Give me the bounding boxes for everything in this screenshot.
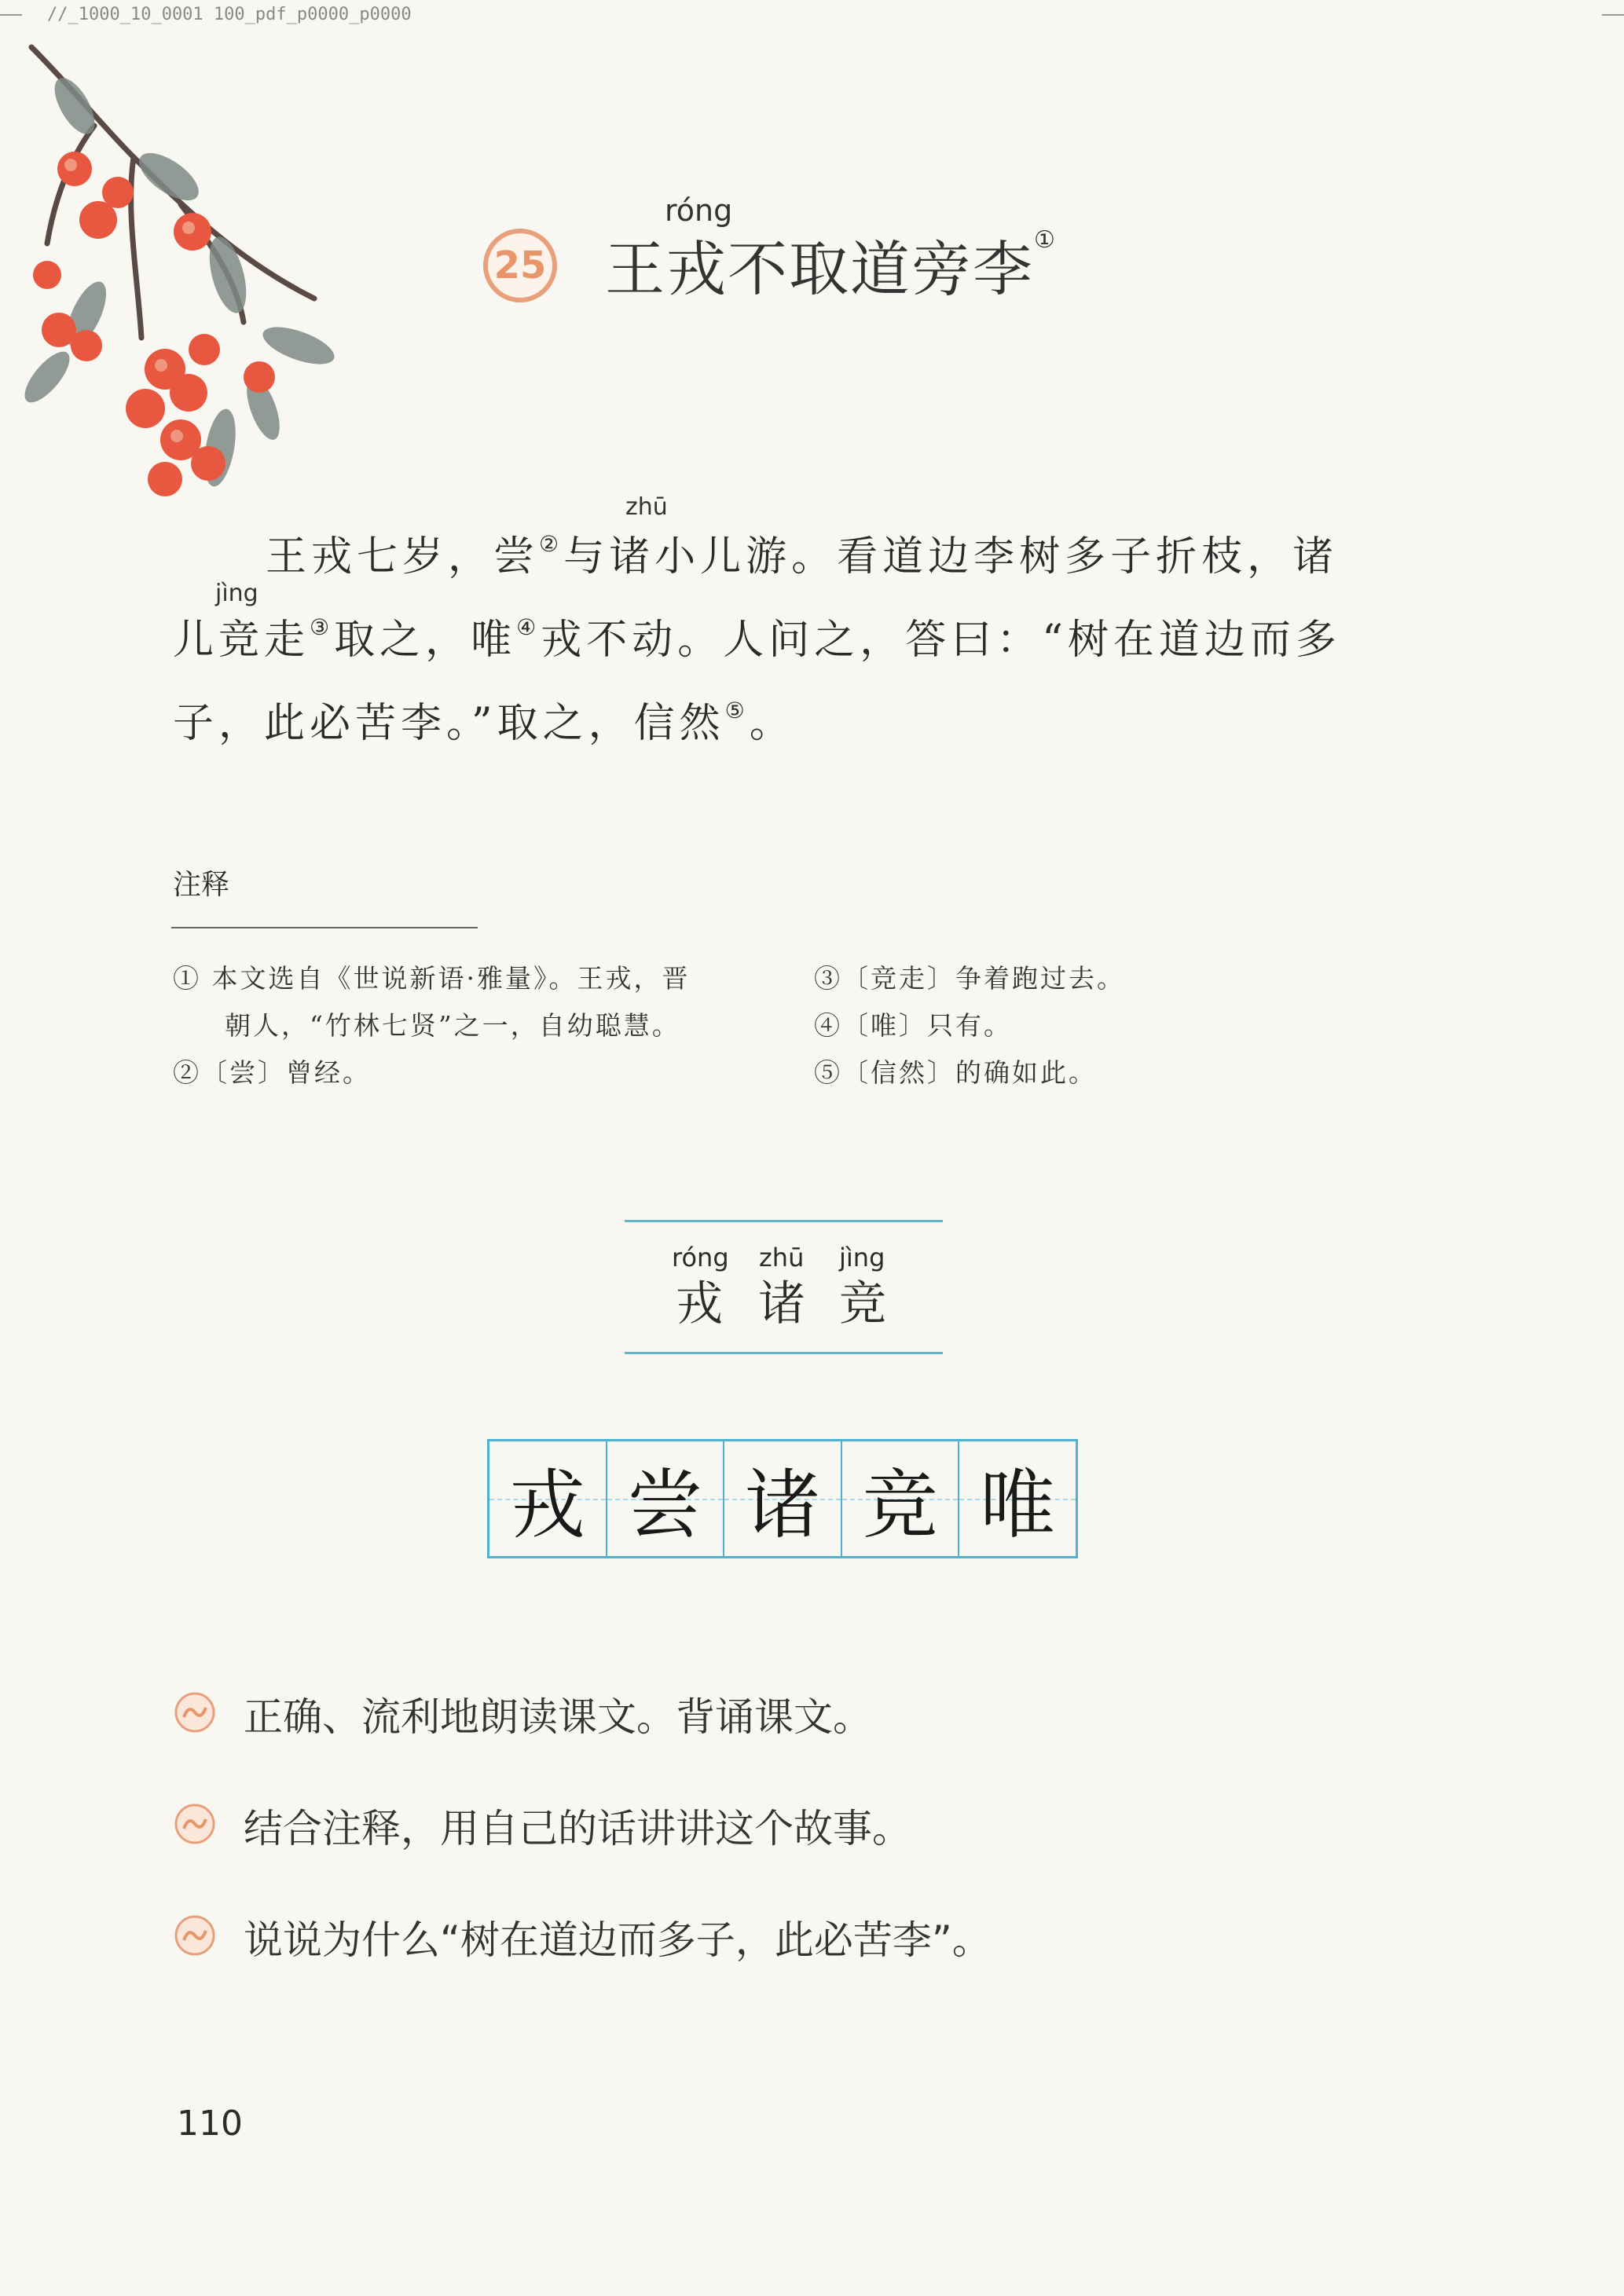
writing-cell bbox=[842, 1441, 960, 1556]
lesson-number-badge bbox=[481, 226, 559, 305]
writing-char: 诸 bbox=[744, 1460, 820, 1549]
vocab-char: 诸 bbox=[758, 1276, 805, 1331]
writing-char: 竞 bbox=[862, 1460, 938, 1549]
page-title bbox=[605, 222, 1057, 307]
exercise-bullet-icon bbox=[173, 1913, 217, 1957]
pinyin-zhu: zhū bbox=[625, 493, 668, 521]
writing-cell bbox=[607, 1441, 725, 1556]
title-pinyin: róng bbox=[665, 193, 733, 228]
passage-text: 戎不动。人问之，答曰：“树在道边而多 bbox=[541, 617, 1341, 664]
passage-text: 王戎七岁，尝 bbox=[266, 533, 540, 580]
passage-text: 取之，唯 bbox=[334, 617, 517, 664]
vocab-bottom-rule bbox=[625, 1352, 943, 1354]
note-right-1: ③〔竞走〕争着跑过去。 bbox=[814, 963, 1125, 994]
writing-cell bbox=[959, 1441, 1076, 1556]
passage-text: 与诸小儿游。看道边李树多子折枝，诸 bbox=[563, 533, 1339, 580]
exercise-3: 说说为什么“树在道边而多子，此必苦李”。 bbox=[244, 1917, 992, 1963]
note-left-2: 朝人，“竹林七贤”之一，自幼聪慧。 bbox=[225, 1010, 680, 1041]
footnote-marker: ④ bbox=[516, 613, 541, 640]
passage-text: 儿竞走 bbox=[173, 617, 310, 664]
lesson-number: 25 bbox=[493, 244, 547, 287]
note-right-3: ⑤〔信然〕的确如此。 bbox=[814, 1057, 1097, 1088]
exercise-bullet-icon bbox=[173, 1802, 217, 1846]
writing-char: 戎 bbox=[509, 1460, 585, 1549]
footnote-marker: ② bbox=[539, 530, 564, 557]
note-left-3: ②〔尝〕曾经。 bbox=[173, 1057, 371, 1088]
vocab-pinyin: róng bbox=[672, 1243, 729, 1273]
writing-cell bbox=[489, 1441, 607, 1556]
page-title-text: 王戎不取道旁李 bbox=[605, 234, 1034, 304]
vocab-top-rule bbox=[625, 1220, 943, 1222]
notes-heading: 注释 bbox=[173, 869, 230, 901]
note-right-2: ④〔唯〕只有。 bbox=[814, 1010, 1012, 1041]
vocab-char: 竞 bbox=[839, 1276, 886, 1331]
exercise-1: 正确、流利地朗读课文。背诵课文。 bbox=[244, 1694, 872, 1740]
footnote-marker: ③ bbox=[310, 613, 335, 640]
passage-text: 。 bbox=[749, 700, 795, 747]
vocab-char: 戎 bbox=[676, 1276, 723, 1331]
vocab-pinyin: jìng bbox=[839, 1243, 885, 1273]
crop-mark bbox=[1602, 14, 1624, 16]
notes-divider bbox=[171, 927, 478, 928]
exercise-2: 结合注释，用自己的话讲讲这个故事。 bbox=[244, 1806, 911, 1851]
crop-mark bbox=[0, 14, 22, 16]
title-footnote-marker: ① bbox=[1034, 226, 1057, 254]
writing-char: 唯 bbox=[980, 1460, 1056, 1549]
writing-char: 尝 bbox=[627, 1460, 703, 1549]
writing-grid bbox=[487, 1439, 1078, 1558]
writing-cell bbox=[724, 1441, 842, 1556]
page-number: 110 bbox=[177, 2104, 243, 2144]
scan-header bbox=[0, 0, 1624, 31]
passage-line-3 bbox=[173, 690, 795, 749]
note-left-1: ① 本文选自《世说新语·雅量》。王戎，晋 bbox=[173, 963, 691, 994]
exercise-bullet-icon bbox=[173, 1690, 217, 1734]
vocab-pinyin: zhū bbox=[759, 1243, 805, 1273]
footnote-marker: ⑤ bbox=[724, 697, 750, 723]
passage-line-2 bbox=[173, 606, 1341, 665]
berry-branch-illustration bbox=[0, 39, 369, 511]
pinyin-jing: jìng bbox=[215, 580, 258, 607]
passage-text: 子，此必苦李。”取之，信然 bbox=[173, 700, 725, 747]
scan-header-text: //_1000_10_0001 100_pdf_p0000_p0000 bbox=[47, 5, 412, 24]
passage-line-1 bbox=[266, 523, 1338, 582]
